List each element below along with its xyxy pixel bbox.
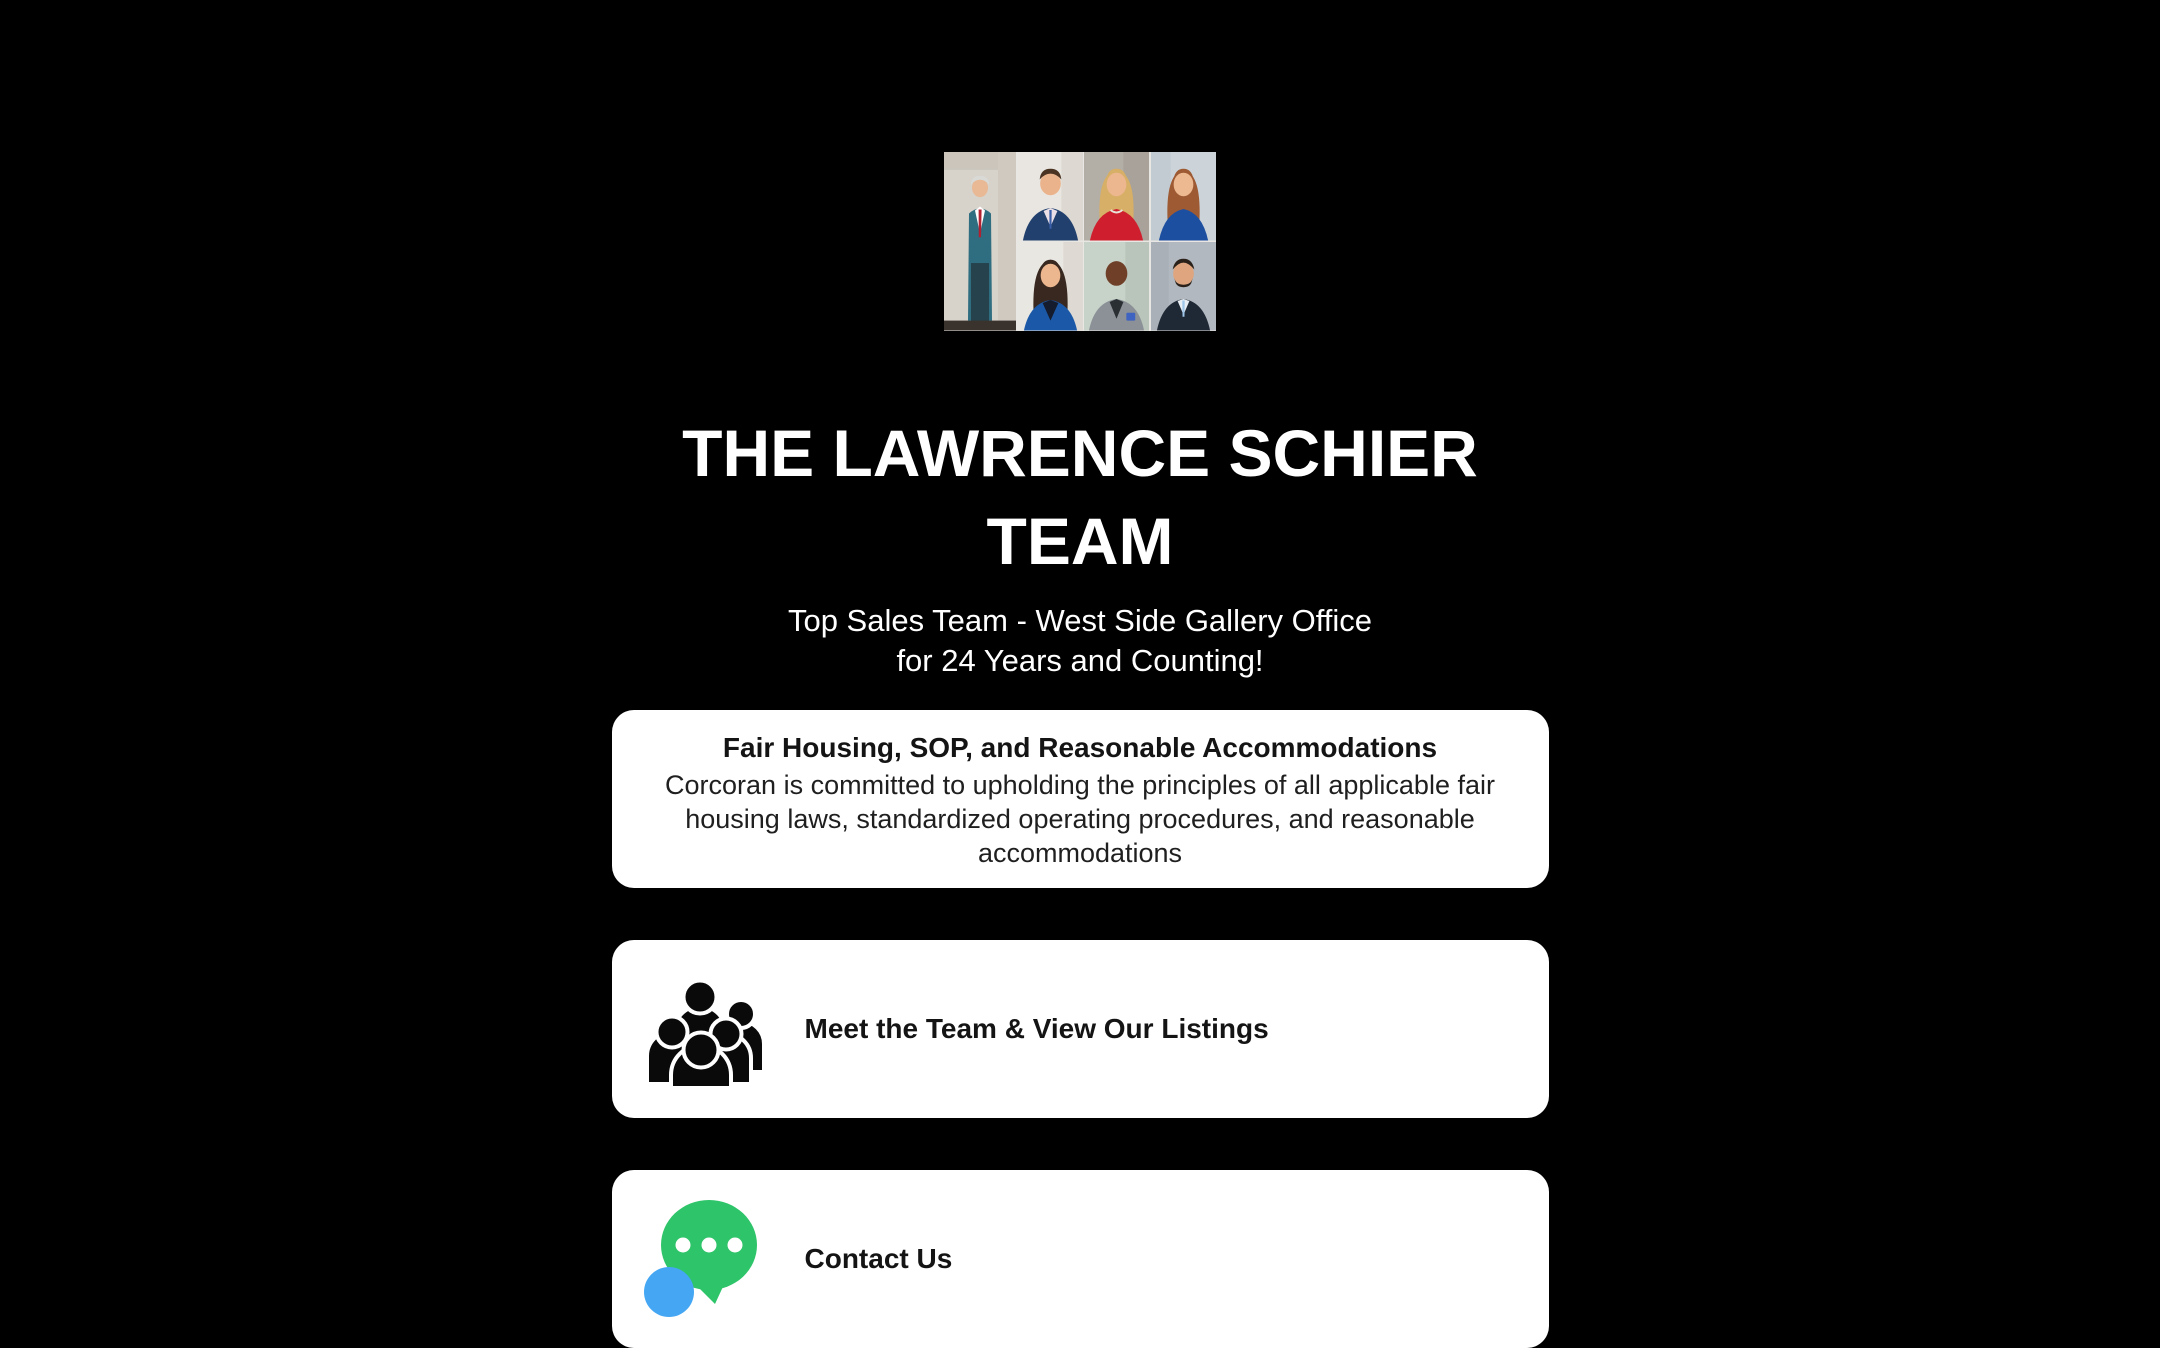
page-subtitle-line1: Top Sales Team - West Side Gallery Office bbox=[787, 602, 1373, 638]
fair-housing-heading: Fair Housing, SOP, and Reasonable Accommodations bbox=[722, 731, 1438, 763]
team-photo bbox=[944, 152, 1216, 331]
contact-us-label: Contact Us bbox=[804, 1242, 953, 1274]
fair-housing-link[interactable] bbox=[612, 710, 1549, 888]
people-group-icon bbox=[637, 964, 765, 1094]
team-photo-tile bbox=[1018, 152, 1083, 241]
team-photo-tile bbox=[1084, 152, 1149, 241]
team-photo-tile bbox=[1151, 242, 1216, 331]
page-title: THE LAWRENCE SCHIER TEAM bbox=[682, 415, 1478, 578]
meet-team-button[interactable] bbox=[612, 940, 1549, 1118]
meet-team-label: Meet the Team & View Our Listings bbox=[804, 1012, 1269, 1044]
chat-bubbles-icon bbox=[637, 1194, 765, 1324]
contact-us-button[interactable] bbox=[612, 1170, 1549, 1348]
team-photo-tile bbox=[1018, 242, 1083, 331]
team-photo-tile bbox=[1151, 152, 1216, 241]
fair-housing-body: Corcoran is committed to upholding the principles of all applicable fair housing laws, standardized operating procedures, and reasonable accommodations bbox=[665, 769, 1495, 868]
page-subtitle-line2: for 24 Years and Counting! bbox=[896, 642, 1264, 678]
page-subtitle bbox=[788, 601, 1372, 681]
link-page bbox=[612, 0, 1549, 1348]
team-photo-tile bbox=[944, 152, 1016, 331]
team-photo-tile bbox=[1084, 242, 1149, 331]
